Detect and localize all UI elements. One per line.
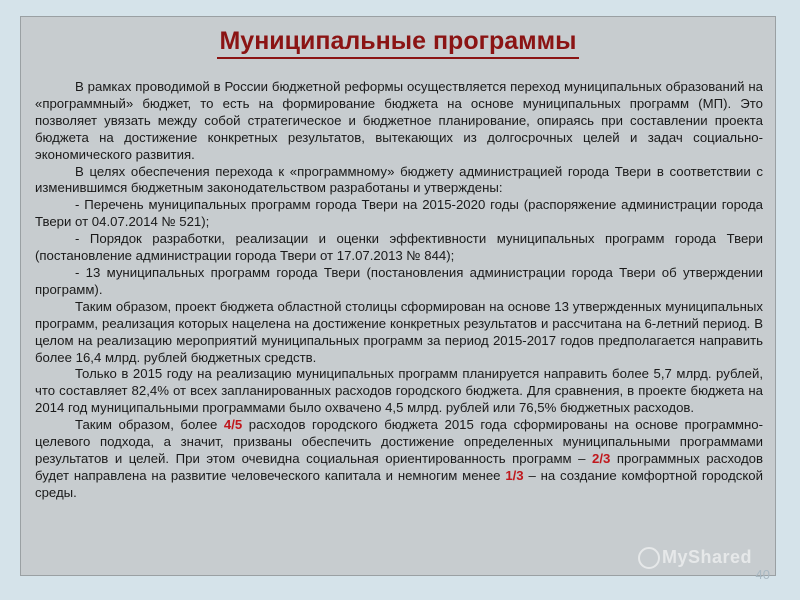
page-number: 40 <box>755 567 770 582</box>
paragraph-intro: В рамках проводимой в России бюджетной реформы осуществляется переход муниципальных образований на «программный» бюджет, то есть на формирование бюджета на основе муниципальных программ (МП). Это позволяет увязать между собой стратегическое и бюджетное планирование, опираясь при составлении проекта бюджета на достижение конкретных результатов, вытекающих из долгосрочных целей и задач социально-экономического развития. <box>35 79 763 162</box>
highlight-four-fifths: 4/5 <box>223 417 243 433</box>
highlight-two-thirds: 2/3 <box>592 450 611 466</box>
slide-body <box>35 79 763 502</box>
conclusion-text-2: расходов городского бюджета 2015 года сформированы на основе программно-целевого подхода, а значит, призваны обеспечить достижение определенных муниципальными программами результатов и целей. При этом очевидна социальная ориентированность программ – <box>35 417 763 466</box>
paragraph-conclusion <box>35 417 763 502</box>
conclusion-text-3: программных расходов будет направлена на развитие человеческого капитала и немногим менее <box>35 450 763 483</box>
paragraph-transition: В целях обеспечения перехода к «программному» бюджету администрацией города Твери в соответствии с изменившимся бюджетным законодательством разработаны и утверждены: <box>35 163 763 196</box>
paragraph-budget-basis: Таким образом, проект бюджета областной столицы сформирован на основе 13 утвержденных муниципальных программ, реализация которых нацелена на достижение конкретных результатов и рассчитана на 6-летний период. В целом на реализацию мероприятий муниципальных программ за период 2015-2017 годов предполагается направить более 16,4 млрд. рублей бюджетных средств. <box>35 298 763 365</box>
page-title-text: Муниципальные программы <box>217 27 578 59</box>
conclusion-text-1: Таким образом, более <box>75 417 224 433</box>
slide <box>20 16 776 576</box>
list-item-procedure: - Порядок разработки, реализации и оценки эффективности муниципальных программ города Твери (постановление администрации города Твери от 17.07.2013 № 844); <box>35 231 763 264</box>
watermark <box>638 547 752 569</box>
list-item-programs-count: - 13 муниципальных программ города Твери (постановления администрации города Твери об утверждении программ). <box>35 264 763 297</box>
page-title <box>21 27 775 59</box>
paragraph-2015-spending: Только в 2015 году на реализацию муниципальных программ планируется направить более 5,7 млрд. рублей, что составляет 82,4% от всех запланированных расходов городского бюджета. Для сравнения, в проекте бюджета на 2014 год муниципальными программами было охвачено 4,5 млрд. рублей или 76,5% бюджетных расходов. <box>35 366 763 416</box>
highlight-one-third: 1/3 <box>505 467 524 483</box>
list-item-program-list: - Перечень муниципальных программ города Твери на 2015-2020 годы (распоряжение администрации города Твери от 04.07.2014 № 521); <box>35 197 763 230</box>
watermark-text: MyShared <box>662 547 753 567</box>
conclusion-text-4: – на создание комфортной городской среды. <box>35 467 763 500</box>
watermark-logo-icon <box>638 547 660 569</box>
